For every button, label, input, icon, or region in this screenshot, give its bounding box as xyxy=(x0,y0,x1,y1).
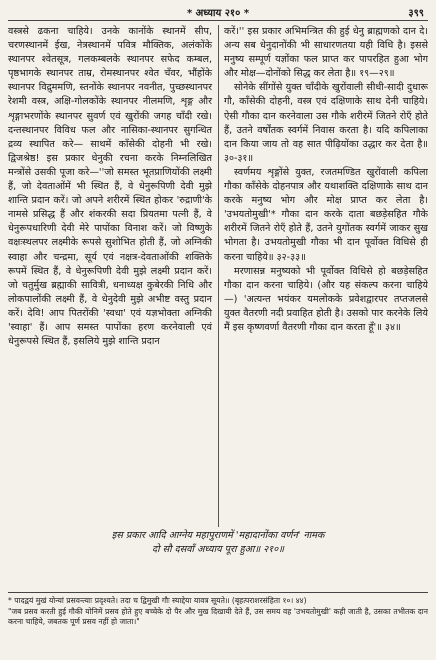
right-paragraph-2: सोनेके सींगोंसे युक्त चाँदीके खुरोंवाली सीधी-सादी दुधारू गौ, काँसेकी दोहनी, वस्त्र एवं दक्षिणाके साथ देनी चाहिये। ऐसी गौका दान करनेवाला उस गौके शरीरमें जितने रोएँ होते हैं, उतने वर्षोंतक स्वर्गमें निवास करता है। यदि कपिलाका दान किया जाय तो वह सात पीढ़ियोंका उद्धार कर देता है॥ ३०-३१॥ xyxy=(224,82,428,164)
footnote-sanskrit: * पादद्वयं मुखं योन्यां प्रसवन्त्याः प्रदृश्यते। तदा च द्विमुखी गौः स्याद्देया यावत्र सूयते॥ (बृहत्पराशरसंहिता १०। ४४) xyxy=(8,596,307,605)
page-number: ३९९ xyxy=(408,8,424,19)
right-paragraph-1: करें।'' इस प्रकार अभिमन्त्रित की हुई धेनु ब्राह्मणको दान दे। अन्य सब धेनुदानोंकी भी साधारणतया यही विधि है। इससे मनुष्य सम्पूर्ण यज्ञोंका फल प्राप्त कर पापरहित हुआ भोग और मोक्ष—दोनोंको सिद्ध कर लेता है॥ १९—२९॥ xyxy=(224,26,428,80)
chapter-end-line-2: दो सौ दसवाँ अध्याय पूरा हुआ॥ २१०॥ xyxy=(151,544,284,555)
left-column xyxy=(8,25,218,527)
right-paragraph-4: मरणासन्न मनुष्यको भी पूर्वोक्त विधिसे हो बछड़ेसहित गौका दान करना चाहिये। (और यह संकल्प करना चाहिये—) 'अत्यन्त भयंकर यमलोकके प्रवेशद्वारपर तप्तजलसे युक्त वैतरणी नदी प्रवाहित होती है। उसको पार करनेके लिये मैं इस कृष्णवर्णा वैतरणी गौका दान करता हूँ'॥ ३४॥ xyxy=(224,265,428,333)
column-divider xyxy=(218,25,219,527)
left-paragraph-1: वस्त्रसे ढकना चाहिये। उनके कानोंके स्थानमें सीप, चरणस्थानमें ईख, नेत्रस्थानमें पवित्र मौक्तिक, अलंकोंके स्थानपर श्वेतसूत्र, गलकम्बलके स्थानपर सफेद कम्बल, पृष्ठभागके स्थानपर ताम्र, रोमस्थानपर श्वेत चँवर, भौंहोंके स्थानपर विद्रुममणि, स्तनोंके स्थानपर नवनीत, पुच्छस्थानपर रेशमी वस्त्र, अक्षि-गोलकोंके स्थानपर नीलमणि, शृङ्ग और शृङ्गाभरणोंके स्थानपर सुवर्ण एवं खुरोंकी जगह चाँदी रखे। दन्तस्थानपर विविध फल और नासिका-स्थानपर सुगन्धित द्रव्य स्थापित करे— साथमें काँसेकी दोहनी भी रखे। द्विजश्रेष्ठ! इस प्रकार धेनुकी रचना करके निम्नलिखित मन्त्रोंसे उसकी पूजा करे—''जो समस्त भूतप्राणियोंकी लक्ष्मी हैं, जो देवताओंमें भी स्थित हैं, वे धेनुरूपिणी देवी मुझे शान्ति प्रदान करें। जो अपने शरीरमें स्थित होकर 'रुद्राणी'के नामसे प्रसिद्ध हैं और शंकरकी सदा प्रियतमा पत्नी हैं, वे धेनुरूपधारिणी देवी मेरे पापोंका विनाश करें। जो विष्णुके वक्षःस्थलपर लक्ष्मीके रूपसे सुशोभित होती हैं, जो अग्निकी स्वाहा और चन्द्रमा, सूर्य एवं नक्षत्र-देवताओंकी शक्तिके रूपमें स्थित हैं, वे धेनुरूपिणी देवी मुझे लक्ष्मी प्रदान करें। जो चतुर्मुख ब्रह्माकी सावित्री, धनाध्यक्ष कुबेरकी निधि और लोकपालोंकी लक्ष्मी हैं, वे धेनुदेवी मुझे अभीष्ट वस्तु प्रदान करें। देवि! आप पितरोंकी 'स्वधा' एवं यज्ञभोक्ता अग्निकी 'स्वाहा' हैं। आप समस्त पापोंका हरण करनेवाली एवं धेनुरूपसे स्थित हैं, इसलिये मुझे शान्ति प्रदान xyxy=(8,26,212,348)
right-column xyxy=(218,25,428,527)
footnote-translation: "जब प्रसव करती हुई गौकी योनिमें प्रसव होते हुए बच्चेके दो पैर और मुख दिखायी देते हैं, उस समय वह 'उभयतोमुखी' कही जाती है, उसका तभीतक दान करना चाहिये, जबतक पूर्ण प्रसव नहीं हो जाता।" xyxy=(8,606,428,626)
chapter-title: * अध्याय २१० * xyxy=(186,8,250,19)
page-header xyxy=(8,4,428,21)
two-column-body xyxy=(8,25,428,527)
right-paragraph-3: स्वर्णमय शृङ्गोंसे युक्त, रजतमण्डित खुरोंवाली कपिला गौका काँसेके दोहनपात्र और यथाशक्ति दक्षिणाके साथ दान करके मनुष्य भोग और मोक्ष प्राप्त कर लेता है। 'उभयतोमुखी'* गौका दान करके दाता बछड़ेसहित गौके शरीरमें जितने रोएँ होते हैं, उतने युगोंतक स्वर्गमें जाकर सुख भोगता है। उभयतोमुखी गौका भी दान पूर्वोक्त विधिसे ही करना चाहिये॥ ३२-३३॥ xyxy=(224,166,428,263)
footnotes xyxy=(8,592,428,628)
chapter-end-note xyxy=(8,529,428,557)
chapter-end-line-1: इस प्रकार आदि आग्नेय महापुराणमें 'महादानोंका वर्णन' नामक xyxy=(111,530,325,541)
